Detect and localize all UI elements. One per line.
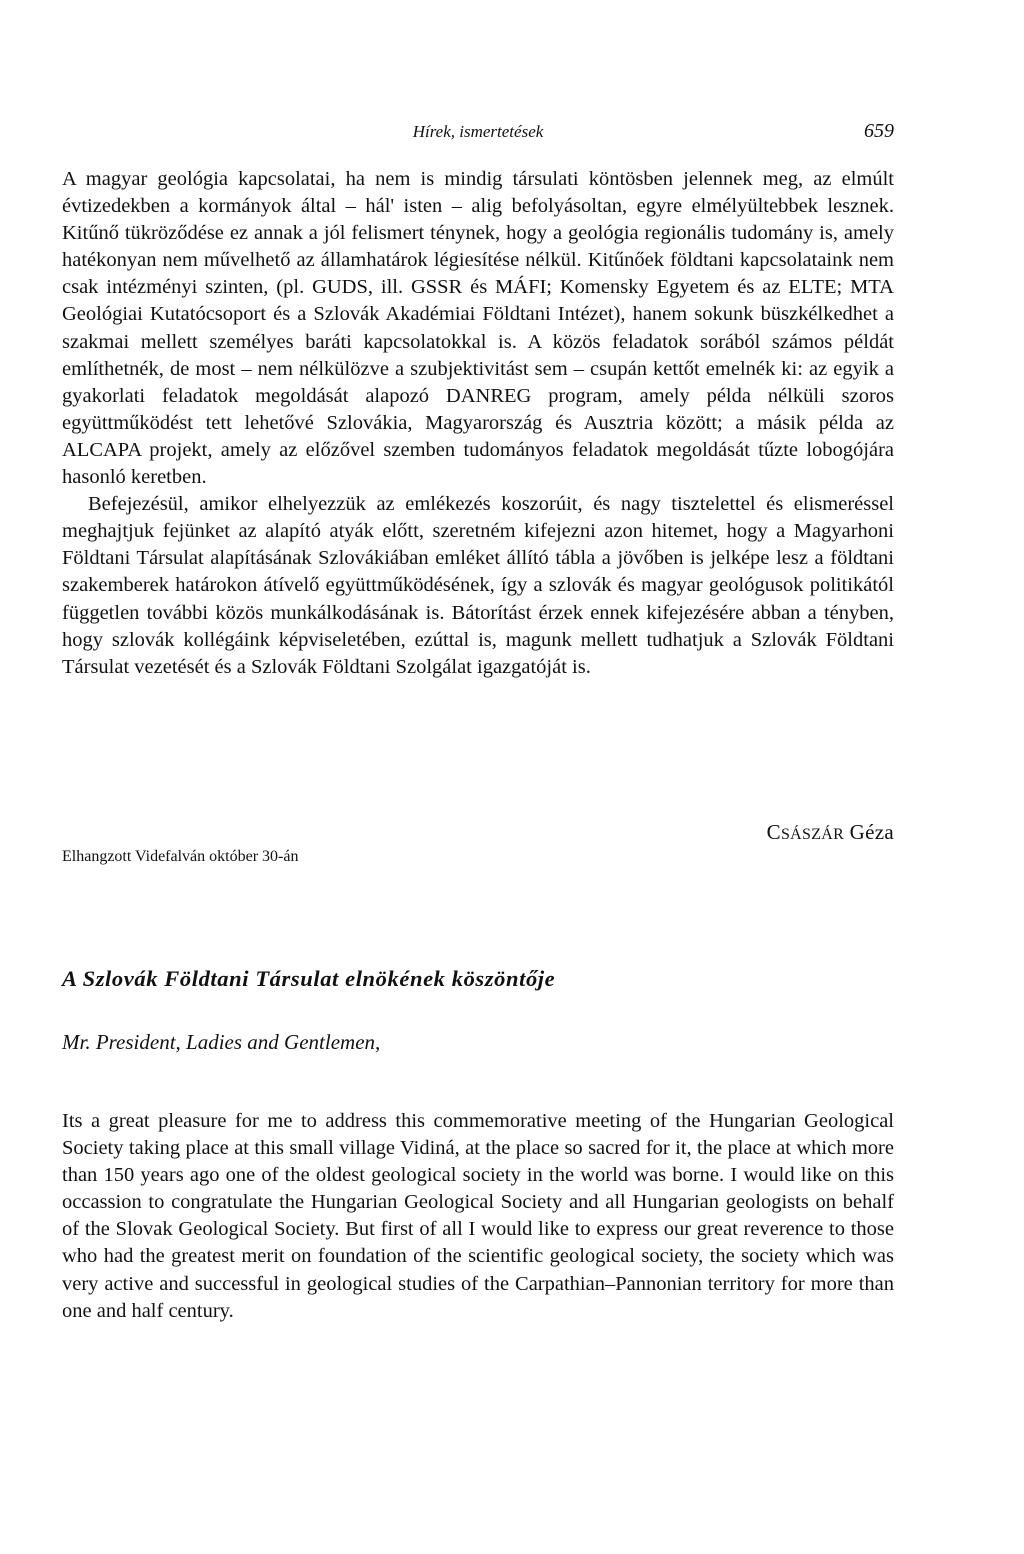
paragraph: A magyar geológia kapcsolatai, ha nem is mindig társulati köntösben jelennek meg, az elmúlt évtizedekben a kormányok által – hál' isten – alig befolyásoltan, egyre elmélyültebbek lesznek. Kitűnő tükröződése ez annak a jól felismert ténynek, hogy a geológia regionális tudomány is, amely hatékonyan nem művelhető az államhatárok légiesítése nélkül. Kitűnőek földtani kapcsolataink nem csak intézményi szinten, (pl. GUDS, ill. GSSR és MÁFI; Komensky Egyetem és az ELTE; MTA Geológiai Kutatócsoport és a Szlovák Akadémiai Földtani Intézet), hanem sokunk büszkélkedhet a szakmai mellett személyes baráti kapcsolatokkal is. A közös feladatok sorából számos példát említhetnék, de most – nem nélkülözve a szubjektivitást sem – csupán kettőt emelnék ki: az egyik a gyakorlati feladatok megoldását alapozó DANREG program, amely példa nélküli szoros együttműködést tett lehetővé Szlovákia, Magyarország és Ausztria között; a másik példa az ALCAPA projekt, amely az előzővel szemben tudományos feladatok megoldását tűzte lobogójára hasonló keretben. [62,168,894,489]
author-signature [767,820,894,845]
page-number: 659 [864,120,894,142]
hungarian-text [62,166,894,681]
signature-given-name: Géza [849,820,894,844]
place-date: Elhangzott Videfalván október 30-án [62,848,299,865]
signature-initial: C [766,820,781,844]
section-title: A Szlovák Földtani Társulat elnökének köszöntője [62,966,556,991]
english-text [62,1108,894,1325]
salutation: Mr. President, Ladies and Gentlemen, [62,1030,381,1054]
running-header [62,120,894,148]
signature-surname-smallcaps: SÁSZÁR [780,826,845,843]
paragraph: Its a great pleasure for me to address this commemorative meeting of the Hungarian Geological Society taking place at this small village Vidiná, at the place so sacred for it, the place at which more than 150 years ago one of the oldest geological society in the world was borne. I would like on this occassion to congratulate the Hungarian Geological Society and all Hungarian geologists on behalf of the Slovak Geological Society. But first of all I would like to express our great reverence to those who had the greatest merit on foundation of the scientific geological society, the society which was very active and successful in geological studies of the Carpathian–Pannonian territory for more than one and half century. [62,1110,894,1322]
paragraph: Befejezésül, amikor elhelyezzük az emlékezés koszorúit, és nagy tisztelettel és elismeréssel meghajtjuk fejünket az alapító atyák előtt, szeretném kifejezni azon hitemet, hogy a Magyarhoni Földtani Társulat alapításának Szlovákiában emléket állító tábla a jövőben is jelképe lesz a földtani szakemberek határokon átívelő együttműködésének, így a szlovák és magyar geológusok politikától független további közös munkálkodásának is. Bátorítást érzek ennek kifejezésére abban a tényben, hogy szlovák kollégáink képviseletében, ezúttal is, magunk mellett tudhatjuk a Szlovák Földtani Társulat vezetését és a Szlovák Földtani Szolgálat igazgatóját is. [62,493,894,678]
running-title: Hírek, ismertetések [412,122,544,141]
